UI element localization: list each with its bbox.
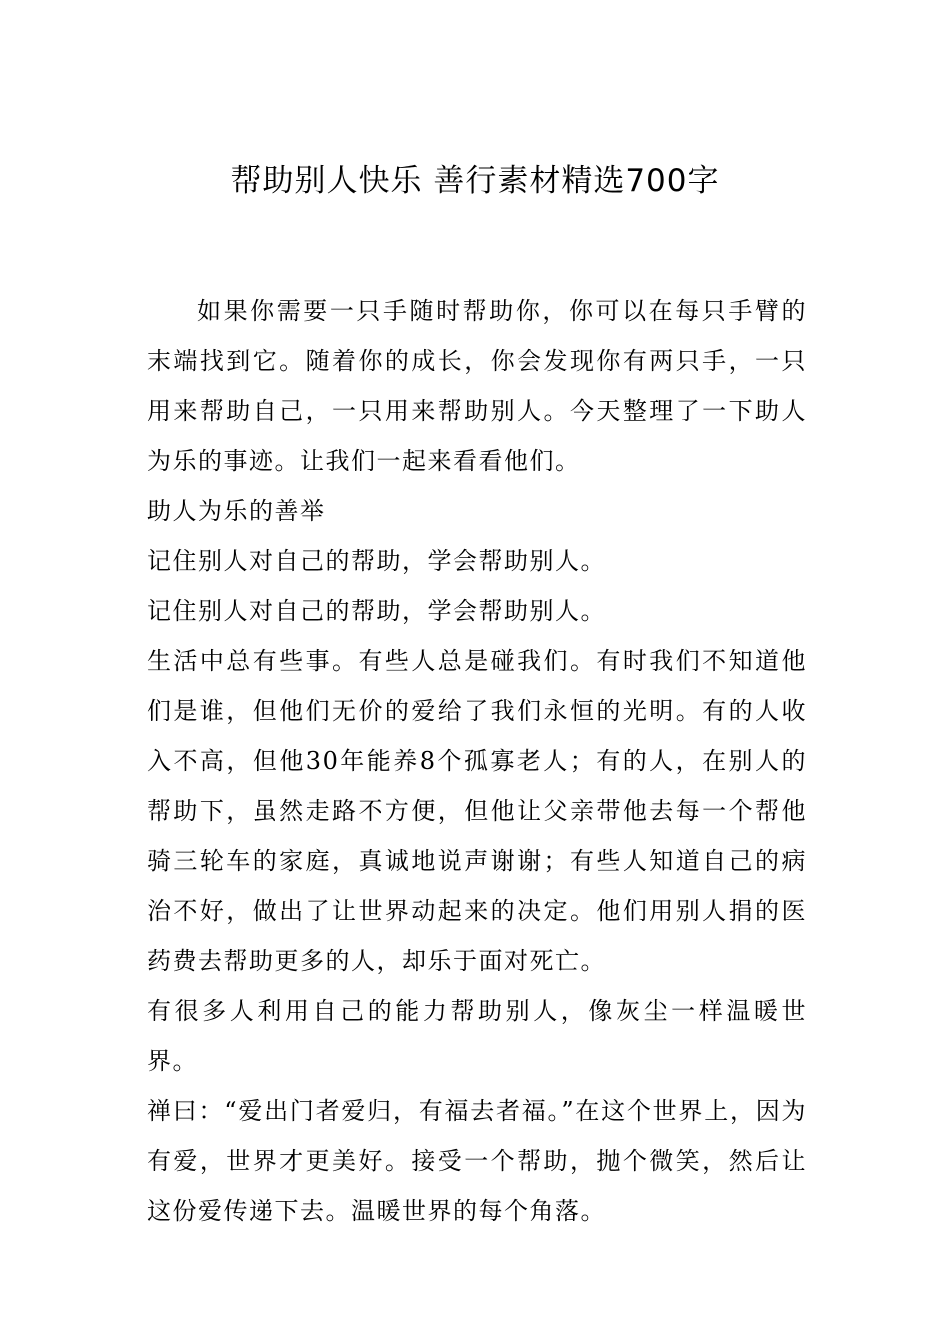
document-title: 帮助别人快乐 善行素材精选700字	[230, 163, 720, 199]
document-body	[147, 286, 807, 1236]
paragraph-zen: 禅曰：“爱出门者爱归，有福去者福。”在这个世界上，因为有爱，世界才更美好。接受一个帮助，抛个微笑，然后让这份爱传递下去。温暖世界的每个角落。	[147, 1097, 807, 1225]
paragraph-heading: 助人为乐的善举	[147, 497, 326, 525]
paragraph-many-people: 有很多人利用自己的能力帮助别人，像灰尘一样温暖世界。	[147, 997, 807, 1075]
paragraph-remember-1: 记住别人对自己的帮助，学会帮助别人。	[147, 547, 606, 575]
paragraph-remember-2: 记住别人对自己的帮助，学会帮助别人。	[147, 597, 606, 625]
paragraph-intro: 如果你需要一只手随时帮助你，你可以在每只手臂的末端找到它。随着你的成长，你会发现你有两只手，一只用来帮助自己，一只用来帮助别人。今天整理了一下助人为乐的事迹。让我们一起来看看他们。	[147, 297, 807, 475]
paragraph-life: 生活中总有些事。有些人总是碰我们。有时我们不知道他们是谁，但他们无价的爱给了我们永恒的光明。有的人收入不高，但他30年能养8个孤寡老人；有的人，在别人的帮助下，虽然走路不方便，但他让父亲带他去每一个帮他骑三轮车的家庭，真诚地说声谢谢；有些人知道自己的病治不好，做出了让世界动起来的决定。他们用别人捐的医药费去帮助更多的人，却乐于面对死亡。	[147, 647, 807, 975]
